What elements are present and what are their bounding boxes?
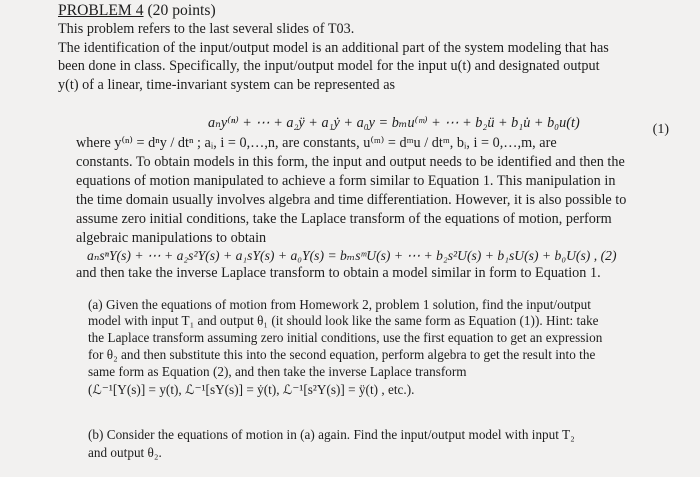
body-line-1: This problem refers to the last several slides of T03. xyxy=(58,21,355,37)
equation-1: aₙy⁽ⁿ⁾ + ⋯ + a₂ÿ + a₁ẏ + a₀y = bₘu⁽ᵐ⁾ + ⋯ + b₂ü + b₁u̇ + b₀u(t) xyxy=(208,115,580,131)
problem-heading xyxy=(58,3,216,19)
problem-title: PROBLEM 4 xyxy=(58,2,144,19)
body-line-4: y(t) of a linear, time-invariant system can be represented as xyxy=(58,77,396,93)
part-a-line-6: (ℒ⁻¹[Y(s)] = y(t), ℒ⁻¹[sY(s)] = ẏ(t), ℒ⁻¹[s²Y(s)] = ÿ(t) , etc.). xyxy=(88,382,415,397)
body-line-7: the time domain usually involves algebra and time differentiation. However, it is also possible to xyxy=(76,192,627,208)
body-line-9: algebraic manipulations to obtain xyxy=(76,230,267,246)
equation-1-number: (1) xyxy=(652,122,669,137)
part-a-line-1: (a) Given the equations of motion from Homework 2, problem 1 solution, find the input/output xyxy=(88,297,591,312)
part-a-line-3: the Laplace transform assuming zero initial conditions, use the first equation to get an expression xyxy=(88,330,603,345)
part-a-line-5: same form as Equation (2), and then take the inverse Laplace transform xyxy=(88,364,467,379)
part-b-line-2: and output θ₂. xyxy=(88,445,162,460)
body-line-8: assume zero initial conditions, take the Laplace transform of the equations of motion, perform xyxy=(76,211,612,227)
body-line-2: The identification of the input/output model is an additional part of the system modeling that has xyxy=(58,40,609,56)
part-a-line-4: for θ₂ and then substitute this into the second equation, perform algebra to get the result into the xyxy=(88,347,596,362)
body-line-6: equations of motion manipulated to achieve a form similar to Equation 1. This manipulation in xyxy=(76,173,616,189)
part-a-line-2: model with input T₁ and output θ₁ (it should look like the same form as Equation (1)). Hint: take xyxy=(88,313,599,328)
part-b-line-1: (b) Consider the equations of motion in (a) again. Find the input/output model with input T₂ xyxy=(88,427,575,442)
body-line-5: constants. To obtain models in this form, the input and output needs to be identified and then the xyxy=(76,154,625,170)
body-line-3: been done in class. Specifically, the input/output model for the input u(t) and designated output xyxy=(58,58,600,74)
problem-points: (20 points) xyxy=(147,2,216,19)
after-equation-2: and then take the inverse Laplace transform to obtain a model similar in form to Equation 1. xyxy=(76,265,601,281)
where-line: where y⁽ⁿ⁾ = dⁿy / dtⁿ ; aᵢ, i = 0,…,n, are constants, u⁽ᵐ⁾ = dᵐu / dtᵐ, bᵢ, i = 0,…,m, are xyxy=(76,135,557,151)
equation-2: aₙsⁿY(s) + ⋯ + a₂s²Y(s) + a₁sY(s) + a₀Y(s) = bₘsᵐU(s) + ⋯ + b₂s²U(s) + b₁sU(s) + b₀U(s) , (2) xyxy=(87,248,617,263)
